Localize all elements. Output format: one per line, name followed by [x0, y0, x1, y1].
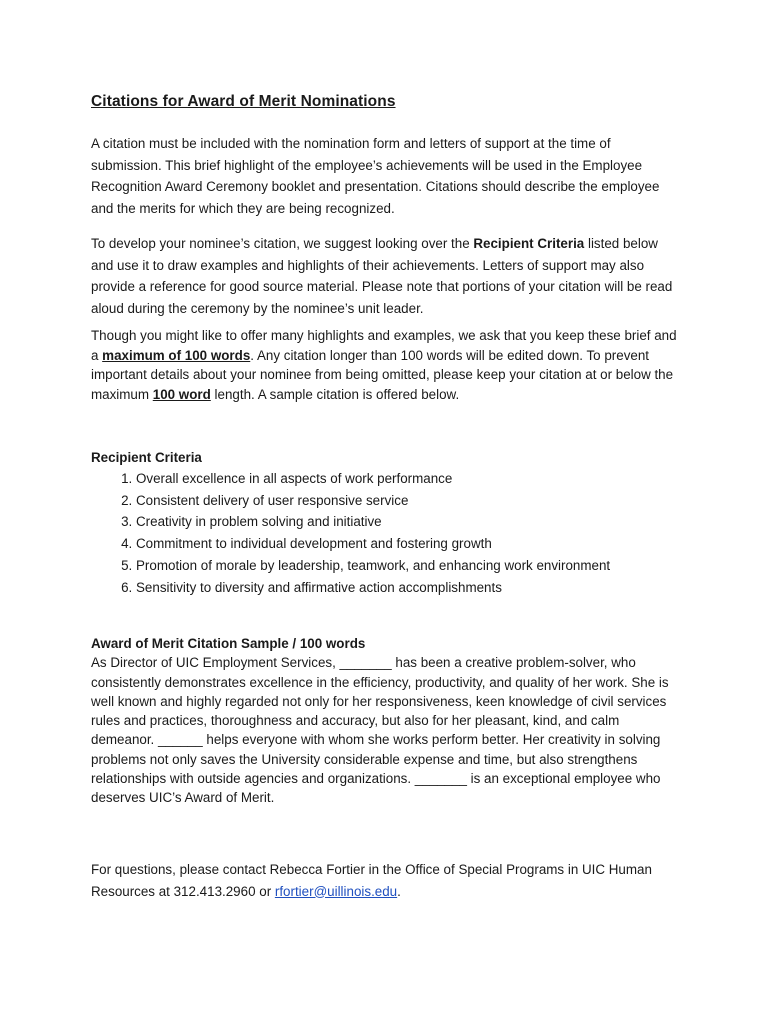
- p2-recipient-criteria: Recipient Criteria: [473, 236, 585, 251]
- sample-heading: Award of Merit Citation Sample / 100 words: [91, 636, 366, 651]
- page-title: Citations for Award of Merit Nominations: [91, 93, 396, 110]
- intro-paragraph-3: [91, 326, 681, 404]
- criteria-item: 1. Overall excellence in all aspects of work performance: [136, 468, 681, 490]
- intro-paragraph-2: [91, 233, 681, 319]
- p2-text-after: listed below and use it to draw examples and highlights of their achievements. Letters of support may also provide a reference for good source material. Please note that portions of your citation will be read aloud during the ceremony by the nominee’s unit leader.: [91, 236, 673, 316]
- criteria-heading: Recipient Criteria: [91, 450, 202, 465]
- p3-text-c: . Any citation longer than 100 words will be edited down. To prevent important details about your nominee from being omitted, please keep your citation at or below the maximum: [91, 347, 674, 402]
- criteria-item: 6. Sensitivity to diversity and affirmative action accomplishments: [136, 577, 681, 599]
- contact-text: For questions, please contact Rebecca Fortier in the Office of Special Programs in UIC Human Resources at 312.413.2960 or: [91, 862, 652, 899]
- p3-max-words: maximum of 100 words: [102, 347, 251, 363]
- recipient-criteria-section: [91, 447, 681, 598]
- email-link[interactable]: rfortier@uillinois.edu: [274, 883, 398, 899]
- p3-text-e: length. A sample citation is offered below.: [210, 386, 460, 402]
- p3-100-word: 100 word: [152, 386, 211, 402]
- p3-text-a: Though you might like to offer many highlights and examples, we ask that you keep these brief and a: [91, 328, 677, 363]
- criteria-item: 3. Creativity in problem solving and initiative: [136, 511, 681, 533]
- contact-paragraph: [91, 859, 681, 902]
- p2-text-before: To develop your nominee’s citation, we suggest looking over the: [91, 236, 474, 251]
- citation-sample-section: [91, 634, 686, 808]
- contact-end: .: [397, 883, 401, 899]
- criteria-item: 5. Promotion of morale by leadership, teamwork, and enhancing work environment: [136, 555, 681, 577]
- criteria-list: [91, 468, 681, 598]
- criteria-item: 2. Consistent delivery of user responsive service: [136, 490, 681, 512]
- criteria-item: 4. Commitment to individual development and fostering growth: [136, 533, 681, 555]
- sample-text: As Director of UIC Employment Services, _______ has been a creative problem-solver, who consistently demonstrates excellence in the efficiency, productivity, and quality of her work. She is well known and highly regarded not only for her responsiveness, keen knowledge of civil services rules and practices, thoroughness and accuracy, but also for her pleasant, kind, and calm demeanor. ______ helps everyone with whom she works perform better. Her creativity in solving problems not only saves the University considerable expense and time, but also strengthens relationships with outside agencies and organizations. _______ is an exceptional employee who deserves UIC’s Award of Merit.: [91, 655, 669, 806]
- intro-paragraph-1: A citation must be included with the nomination form and letters of support at the time of submission. This brief highlight of the employee’s achievements will be used in the Employee Recognition Award Ceremony booklet and presentation. Citations should describe the employee and the merits for which they are being recognized.: [91, 136, 660, 216]
